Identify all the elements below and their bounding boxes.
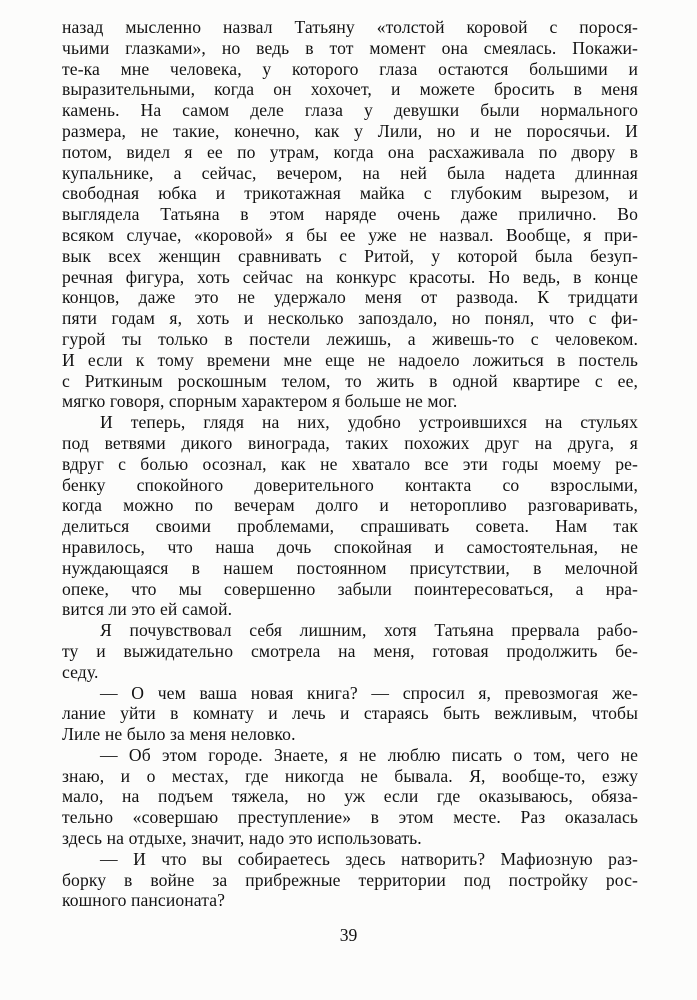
text-line: назад мысленно назвал Татьяну «толстой коровой с порося- xyxy=(62,17,638,37)
text-line: ту и выжидательно смотрела на меня, готовая продолжить бе- xyxy=(62,640,638,661)
text-line: бенку спокойного доверительного контакта со взрослыми, xyxy=(62,474,638,495)
paragraph xyxy=(62,17,638,412)
text-line: пяти годам я, хоть и несколько запоздало, но понял, что с фи- xyxy=(62,308,638,329)
text-line: седу. xyxy=(62,661,99,682)
text-line: купальнике, а сейчас, вечером, на ней была надета длинная xyxy=(62,162,638,183)
text-line: И теперь, глядя на них, удобно устроившихся на стульях xyxy=(100,412,638,433)
text-line: мягко говоря, спорным характером я больше не мог. xyxy=(62,391,458,412)
text-line: выразительными, когда он хохочет, и можете бросить в меня xyxy=(62,79,638,100)
text-line: с Риткиным роскошным телом, то жить в одной квартире с ее, xyxy=(62,370,638,391)
text-line: размера, не такие, конечно, как у Лили, но и не поросячьи. И xyxy=(62,120,638,141)
text-line: потом, видел я ее по утрам, когда она расхаживала по двору в xyxy=(62,141,638,162)
text-line: здесь на отдыхе, значит, надо это использовать. xyxy=(62,828,422,849)
text-line: чьими глазками», но ведь в тот момент она смеялась. Покажи- xyxy=(62,37,638,58)
paragraph xyxy=(62,683,638,745)
text-line: свободная юбка и трикотажная майка с глубоким вырезом, и xyxy=(62,183,638,204)
text-line: тельно «совершаю преступление» в этом месте. Раз оказалась xyxy=(62,807,638,828)
page-number: 39 xyxy=(339,925,358,945)
text-line: — О чем ваша новая книга? — спросил я, превозмогая же- xyxy=(100,682,638,703)
text-line: камень. На самом деле глаза у девушки были нормального xyxy=(62,100,638,121)
text-line: знаю, и о местах, где никогда не бывала. Я, вообще-то, езжу xyxy=(62,765,638,786)
text-line: опеке, что мы совершенно забыли поинтересоваться, а нра- xyxy=(62,578,638,599)
text-line: вдруг с болью осознал, как не хватало все эти годы моему ре- xyxy=(62,453,638,474)
text-line: Я почувствовал себя лишним, хотя Татьяна прервала рабо- xyxy=(100,620,638,641)
text-line: И если к тому времени мне еще не надоело ложиться в постель xyxy=(62,349,638,370)
paragraph xyxy=(62,620,638,682)
text-line: всяком случае, «коровой» я бы ее уже не назвал. Вообще, я при- xyxy=(62,224,638,245)
text-line: борку в войне за прибрежные территории под постройку рос- xyxy=(62,869,638,890)
text-line: выглядела Татьяна в этом наряде очень даже прилично. Во xyxy=(62,204,638,225)
paragraph xyxy=(62,412,638,620)
text-line: кошного пансионата? xyxy=(62,890,226,911)
text-line: лание уйти в комнату и лечь и стараясь быть вежливым, чтобы xyxy=(62,703,638,724)
paragraph xyxy=(62,745,638,911)
text-line: — Об этом городе. Знаете, я не люблю писать о том, чего не xyxy=(100,744,638,765)
text-block xyxy=(62,17,638,911)
text-line: делиться своими проблемами, спрашивать совета. Нам так xyxy=(62,516,638,537)
text-line: те-ка мне человека, у которого глаза остаются большими и xyxy=(62,58,638,79)
text-line: — И что вы собираетесь здесь натворить? Мафиозную раз- xyxy=(100,848,638,869)
text-line: речная фигура, хоть сейчас на конкурс красоты. Но ведь, в конце xyxy=(62,266,638,287)
text-line: вится ли это ей самой. xyxy=(62,599,233,620)
text-line: гурой ты только в постели лежишь, а живешь-то с человеком. xyxy=(62,328,638,349)
text-line: нравилось, что наша дочь спокойная и самостоятельная, не xyxy=(62,536,638,557)
text-line: нуждающаяся в нашем постоянном присутствии, в мелочной xyxy=(62,557,638,578)
text-line: вык всех женщин сравнивать с Ритой, у которой была безуп- xyxy=(62,245,638,266)
text-line: концов, даже это не удержало меня от развода. К тридцати xyxy=(62,287,638,308)
text-line: мало, на подъем тяжела, но уж если где оказываюсь, обяза- xyxy=(62,786,638,807)
text-line: когда можно по вечерам долго и неторопливо разговаривать, xyxy=(62,495,638,516)
text-line: Лиле не было за меня неловко. xyxy=(62,724,296,745)
text-line: под ветвями дикого винограда, таких похожих друг на друга, я xyxy=(62,432,638,453)
